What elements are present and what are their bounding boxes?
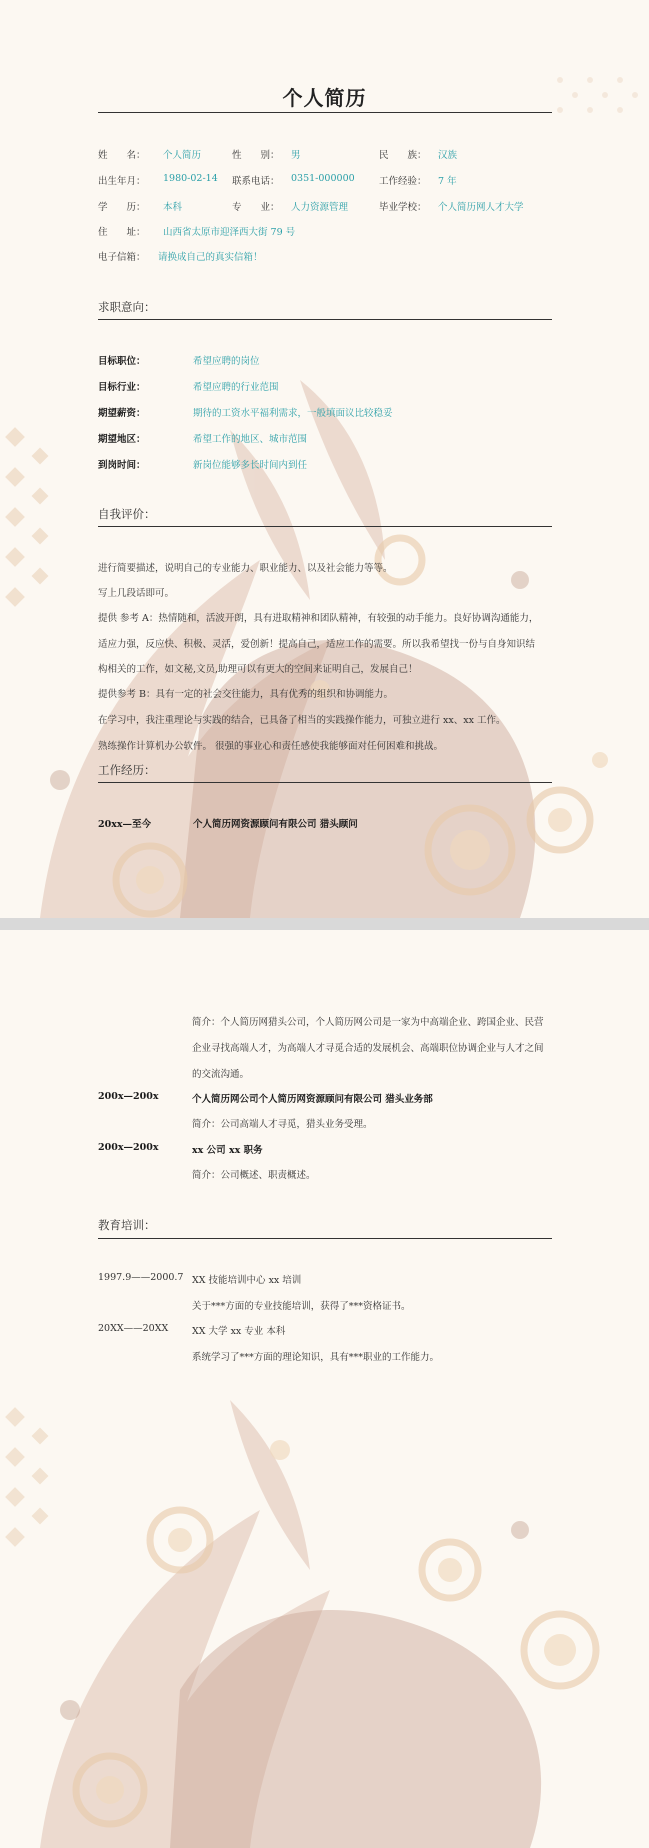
work-desc-line: 企业寻找高端人才，为高端人才寻觅合适的发展机会、高端职位协调企业与人才之间 (192, 1043, 544, 1054)
name-value: 个人简历 (163, 150, 202, 161)
education-period: 20XX——20XX (98, 1323, 169, 1334)
intent-label: 期望地区： (98, 434, 146, 445)
birth-value: 1980-02-14 (163, 173, 218, 184)
name-label: 姓 名： (98, 150, 146, 161)
resume-page-1 (0, 0, 649, 918)
school-label: 毕业学校： (379, 202, 427, 213)
work-period: 200x—200x (98, 1142, 159, 1153)
major-value: 人力资源管理 (291, 202, 349, 213)
education-label: 学 历： (98, 202, 146, 213)
intent-value: 期待的工资水平福利需求，一般填面议比较稳妥 (193, 408, 393, 419)
work-desc-line: 的交流沟通。 (192, 1069, 250, 1080)
work-title: 个人简历网资源顾问有限公司 猎头顾问 (193, 819, 358, 830)
work-title: xx 公司 xx 职务 (192, 1145, 263, 1156)
job-intent-divider (98, 319, 552, 320)
intent-value: 希望应聘的行业范围 (193, 382, 279, 393)
address-label: 住 址： (98, 227, 146, 238)
intent-label: 到岗时间： (98, 460, 146, 471)
self-eval-line: 提供 参考 A：热情随和，活波开朗，具有进取精神和团队精神，有较强的动手能力。良好协调沟通能力， (98, 613, 539, 624)
phone-value: 0351-000000 (291, 173, 355, 184)
work-period: 20xx—至今 (98, 819, 152, 830)
school-value: 个人简历网人才大学 (438, 202, 524, 213)
work-desc-line: 简介：个人简历网猎头公司，个人简历网公司是一家为中高端企业、跨国企业、民营 (192, 1017, 544, 1028)
education-desc: 关于***方面的专业技能培训，获得了***资格证书。 (192, 1301, 411, 1312)
work-title: 个人简历网公司个人简历网资源顾问有限公司 猎头业务部 (192, 1094, 433, 1105)
phone-label: 联系电话： (232, 176, 280, 187)
self-eval-heading: 自我评价： (98, 507, 156, 521)
intent-value: 新岗位能够多长时间内到任 (193, 460, 308, 471)
intent-label: 期望薪资： (98, 408, 146, 419)
ethnicity-label: 民 族： (379, 150, 427, 161)
page-1-content (0, 0, 649, 918)
intent-label: 目标行业： (98, 382, 146, 393)
experience-label: 工作经验： (379, 176, 427, 187)
address-value: 山西省太原市迎泽西大街 79 号 (163, 227, 296, 238)
education-divider (98, 1238, 552, 1239)
title-divider (98, 112, 552, 113)
education-period: 1997.9——2000.7 (98, 1272, 184, 1283)
self-eval-divider (98, 526, 552, 527)
intent-value: 希望应聘的岗位 (193, 356, 260, 367)
birth-label: 出生年月： (98, 176, 146, 187)
education-heading: 教育培训： (98, 1218, 156, 1232)
gender-label: 性 别： (232, 150, 280, 161)
email-value: 请换成自己的真实信箱！ (158, 252, 263, 263)
job-intent-heading: 求职意向： (98, 300, 156, 314)
experience-value: 7 年 (438, 176, 457, 187)
work-desc-line: 简介：公司概述、职责概述。 (192, 1170, 316, 1181)
self-eval-line: 熟练操作计算机办公软件。 很强的事业心和责任感使我能够面对任何困难和挑战。 (98, 741, 444, 752)
work-divider (98, 782, 552, 783)
gender-value: 男 (291, 150, 301, 161)
education-value: 本科 (163, 202, 183, 213)
work-heading: 工作经历： (98, 763, 156, 777)
major-label: 专 业： (232, 202, 280, 213)
education-title: XX 大学 xx 专业 本科 (192, 1326, 286, 1337)
resume-title: 个人简历 (282, 86, 367, 110)
intent-value: 希望工作的地区、城市范围 (193, 434, 308, 445)
resume-page-2 (0, 930, 649, 1848)
ethnicity-value: 汉族 (438, 150, 458, 161)
work-desc-line: 简介：公司高端人才寻觅，猎头业务受理。 (192, 1119, 373, 1130)
self-eval-line: 进行简要描述，说明自己的专业能力、职业能力、以及社会能力等等。 (98, 563, 393, 574)
self-eval-line: 提供参考 B：具有一定的社会交往能力，具有优秀的组织和协调能力。 (98, 689, 394, 700)
work-period: 200x—200x (98, 1091, 159, 1102)
self-eval-line: 构相关的工作，如文秘,文员,助理可以有更大的空间来证明自己，发展自己！ (98, 664, 418, 675)
page-2-content (0, 930, 649, 1848)
self-eval-line: 在学习中，我注重理论与实践的结合，已具备了相当的实践操作能力，可独立进行 xx、xx 工作。 (98, 715, 506, 726)
education-desc: 系统学习了***方面的理论知识，具有***职业的工作能力。 (192, 1352, 440, 1363)
self-eval-line: 适应力强，反应快、积极、灵活，爱创新！提高自己，适应工作的需要。所以我希望找一份与自身知识结 (98, 639, 536, 650)
email-label: 电子信箱： (98, 252, 146, 263)
self-eval-line: 写上几段话即可。 (98, 588, 175, 599)
intent-label: 目标职位： (98, 356, 146, 367)
education-title: XX 技能培训中心 xx 培训 (192, 1275, 302, 1286)
